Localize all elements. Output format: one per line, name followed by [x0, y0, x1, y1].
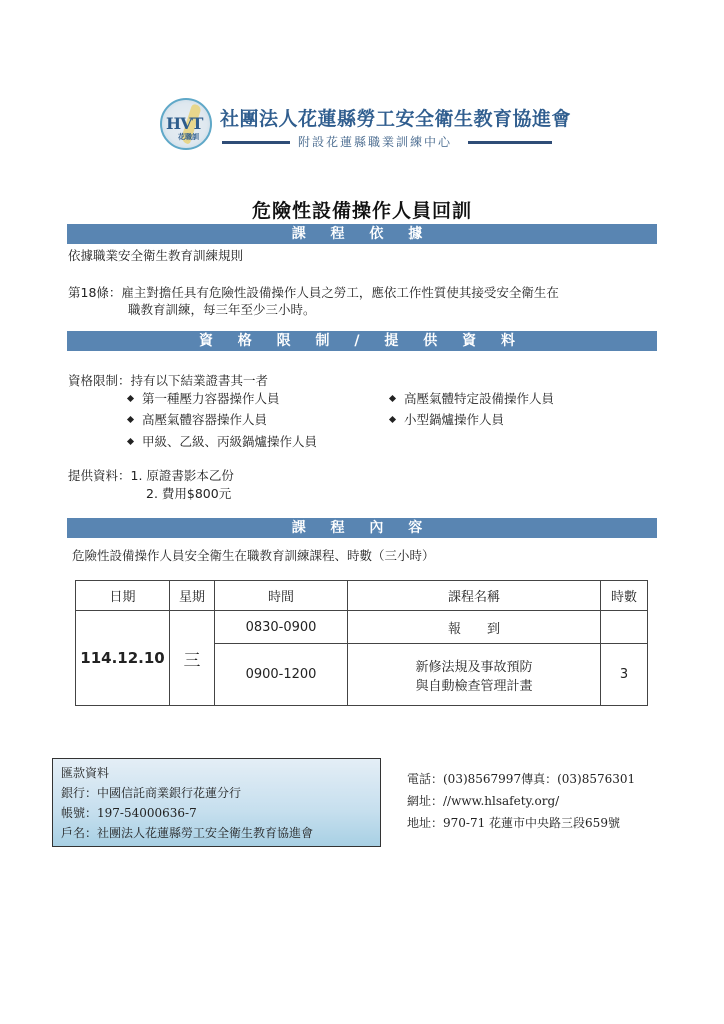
hours-cell [601, 611, 648, 644]
account-holder: 戶名：社團法人花蓮縣勞工安全衛生教育協進會 [61, 826, 314, 840]
bullet-icon [389, 416, 396, 423]
article-text-line2: 職教育訓練，每三年至少三小時。 [128, 302, 316, 317]
qualification-item: 高壓氣體容器操作人員 [128, 410, 267, 428]
divider-right [468, 141, 552, 144]
time-cell: 0830-0900 [215, 611, 348, 644]
qualification-label: 資格限制：持有以下結業證書其一者 [68, 373, 269, 388]
bank-account: 帳號：197-54000636-7 [61, 806, 197, 820]
organization-logo [160, 98, 212, 150]
header-time: 時間 [215, 581, 348, 611]
date-cell: 114.12.10 [76, 611, 170, 706]
header-hours: 時數 [601, 581, 648, 611]
organization-subtitle: 附設花蓮縣職業訓練中心 [298, 135, 453, 149]
qualification-item: 甲級、乙級、丙級鍋爐操作人員 [128, 432, 317, 450]
contact-info [407, 768, 635, 834]
bullet-icon [127, 438, 134, 445]
section-heading-content: 課 程 內 容 [67, 518, 657, 538]
section-heading-basis: 課 程 依 據 [67, 224, 657, 244]
address: 地址：970-71 花蓮市中央路三段659號 [407, 816, 620, 830]
divider-left [222, 141, 290, 144]
bullet-icon [127, 395, 134, 402]
bullet-icon [389, 395, 396, 402]
course-cell [348, 644, 601, 706]
time-cell: 0900-1200 [215, 644, 348, 706]
course-name-line2: 與自動檢查管理計畫 [415, 678, 533, 694]
organization-name: 社團法人花蓮縣勞工安全衛生教育協進會 [220, 108, 572, 130]
bank-info-box [52, 758, 381, 847]
course-name-line1: 新修法規及事故預防 [415, 659, 533, 675]
bullet-icon [127, 416, 134, 423]
header-weekday: 星期 [170, 581, 215, 611]
bank-info-title: 匯款資料 [61, 766, 110, 780]
header-course: 課程名稱 [348, 581, 601, 611]
qualification-item: 小型鍋爐操作人員 [390, 410, 504, 428]
provide-documents-item: 2. 費用$800元 [146, 486, 232, 501]
table-row [76, 611, 648, 644]
provide-documents-label: 提供資料：1. 原證書影本乙份 [68, 468, 234, 483]
regulation-reference: 依據職業安全衛生教育訓練規則 [68, 248, 244, 263]
phone-fax: 電話：(03)8567997傳真：(03)8576301 [407, 772, 636, 786]
article-text-line1: 第18條：雇主對擔任具有危險性設備操作人員之勞工，應依工作性質使其接受安全衛生在 [68, 285, 559, 300]
document-title: 危險性設備操作人員回訓 [251, 200, 472, 222]
hours-cell: 3 [601, 644, 648, 706]
schedule-table [75, 580, 648, 706]
table-header-row [76, 581, 648, 611]
section-heading-qualification: 資 格 限 制 / 提 供 資 料 [67, 331, 657, 351]
weekday-cell: 三 [170, 611, 215, 706]
logo-subtext: 花職訓 [178, 133, 199, 141]
logo-text: HVT [166, 114, 203, 133]
qualification-item: 第一種壓力容器操作人員 [128, 389, 280, 407]
qualification-item: 高壓氣體特定設備操作人員 [390, 389, 554, 407]
course-cell: 報 到 [348, 611, 601, 644]
header-date: 日期 [76, 581, 170, 611]
bank-name: 銀行：中國信託商業銀行花蓮分行 [61, 786, 242, 800]
course-description: 危險性設備操作人員安全衛生在職教育訓練課程、時數（三小時） [72, 548, 435, 563]
website: 網址：//www.hlsafety.org/ [407, 794, 560, 808]
